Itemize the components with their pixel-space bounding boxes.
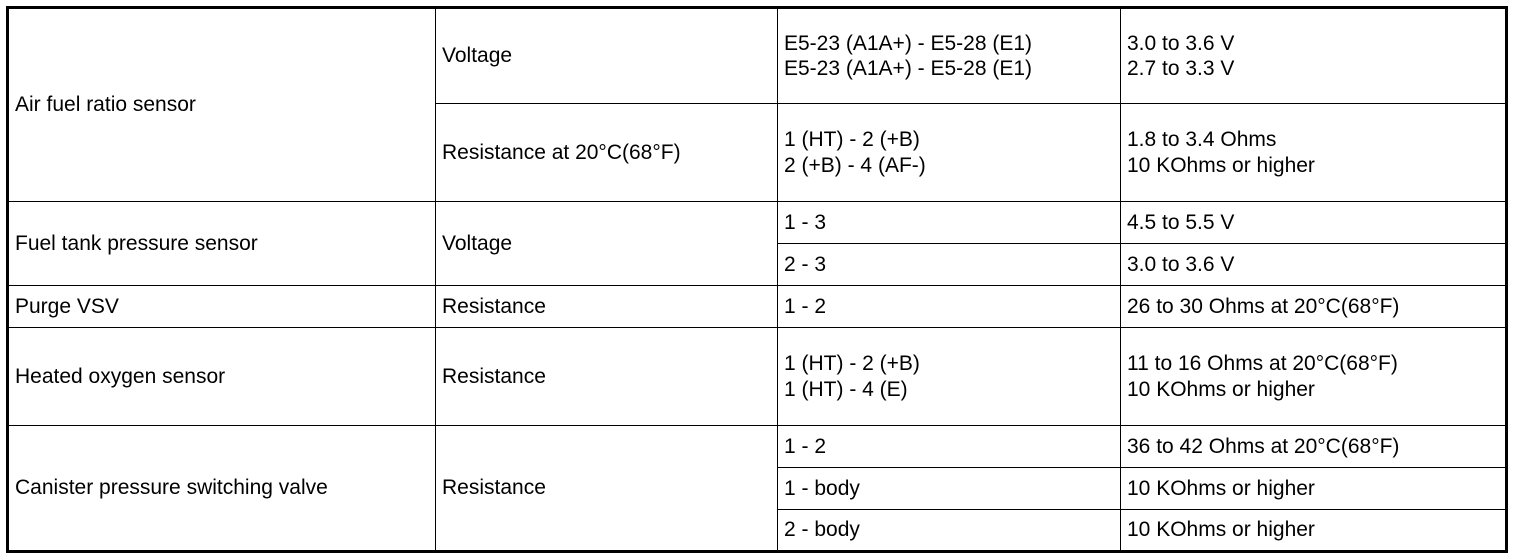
terminal-cell: 1 - 2 <box>778 286 1121 328</box>
table-row <box>8 286 1507 328</box>
table-row <box>8 426 1507 468</box>
spec-text: 10 KOhms or higher <box>1127 377 1315 401</box>
terminal-text: 2 (+B) - 4 (AF-) <box>784 153 926 177</box>
check-item-cell: Voltage <box>436 8 778 104</box>
spec-cell: 26 to 30 Ohms at 20°C(68°F) <box>1121 286 1507 328</box>
table-row <box>8 8 1507 104</box>
spec-cell: 10 KOhms or higher <box>1121 468 1507 510</box>
spec-cell: 36 to 42 Ohms at 20°C(68°F) <box>1121 426 1507 468</box>
spec-cell <box>1121 104 1507 202</box>
check-item-cell: Resistance <box>436 426 778 552</box>
terminal-cell <box>778 328 1121 426</box>
terminal-text: E5-23 (A1A+) - E5-28 (E1) <box>784 57 1033 80</box>
spec-text: 1.8 to 3.4 Ohms <box>1127 128 1277 152</box>
component-cell: Fuel tank pressure sensor <box>8 202 436 286</box>
component-cell: Purge VSV <box>8 286 436 328</box>
spec-text: 2.7 to 3.3 V <box>1127 57 1235 80</box>
terminal-cell <box>778 8 1121 104</box>
spec-cell: 4.5 to 5.5 V <box>1121 202 1507 244</box>
component-cell: Air fuel ratio sensor <box>8 8 436 202</box>
component-cell: Canister pressure switching valve <box>8 426 436 552</box>
spec-cell <box>1121 8 1507 104</box>
terminal-text: E5-23 (A1A+) - E5-28 (E1) <box>784 31 1033 55</box>
terminal-cell <box>778 104 1121 202</box>
component-cell: Heated oxygen sensor <box>8 328 436 426</box>
spec-text: 3.0 to 3.6 V <box>1127 31 1235 55</box>
spec-cell <box>1121 328 1507 426</box>
spec-text: 10 KOhms or higher <box>1127 153 1315 177</box>
terminal-text: 1 (HT) - 2 (+B) <box>784 128 920 152</box>
check-item-cell: Resistance <box>436 286 778 328</box>
terminal-cell: 1 - 2 <box>778 426 1121 468</box>
table-row <box>8 328 1507 426</box>
terminal-cell: 2 - 3 <box>778 244 1121 286</box>
terminal-text: 1 (HT) - 2 (+B) <box>784 352 920 376</box>
terminal-cell: 2 - body <box>778 510 1121 552</box>
check-item-cell: Resistance at 20°C(68°F) <box>436 104 778 202</box>
terminal-cell: 1 - 3 <box>778 202 1121 244</box>
inspection-spec-table <box>6 6 1508 553</box>
check-item-cell: Resistance <box>436 328 778 426</box>
check-item-cell: Voltage <box>436 202 778 286</box>
table-row <box>8 202 1507 244</box>
spec-text: 11 to 16 Ohms at 20°C(68°F) <box>1127 352 1398 376</box>
spec-cell: 10 KOhms or higher <box>1121 510 1507 552</box>
terminal-cell: 1 - body <box>778 468 1121 510</box>
spec-cell: 3.0 to 3.6 V <box>1121 244 1507 286</box>
terminal-text: 1 (HT) - 4 (E) <box>784 377 908 401</box>
